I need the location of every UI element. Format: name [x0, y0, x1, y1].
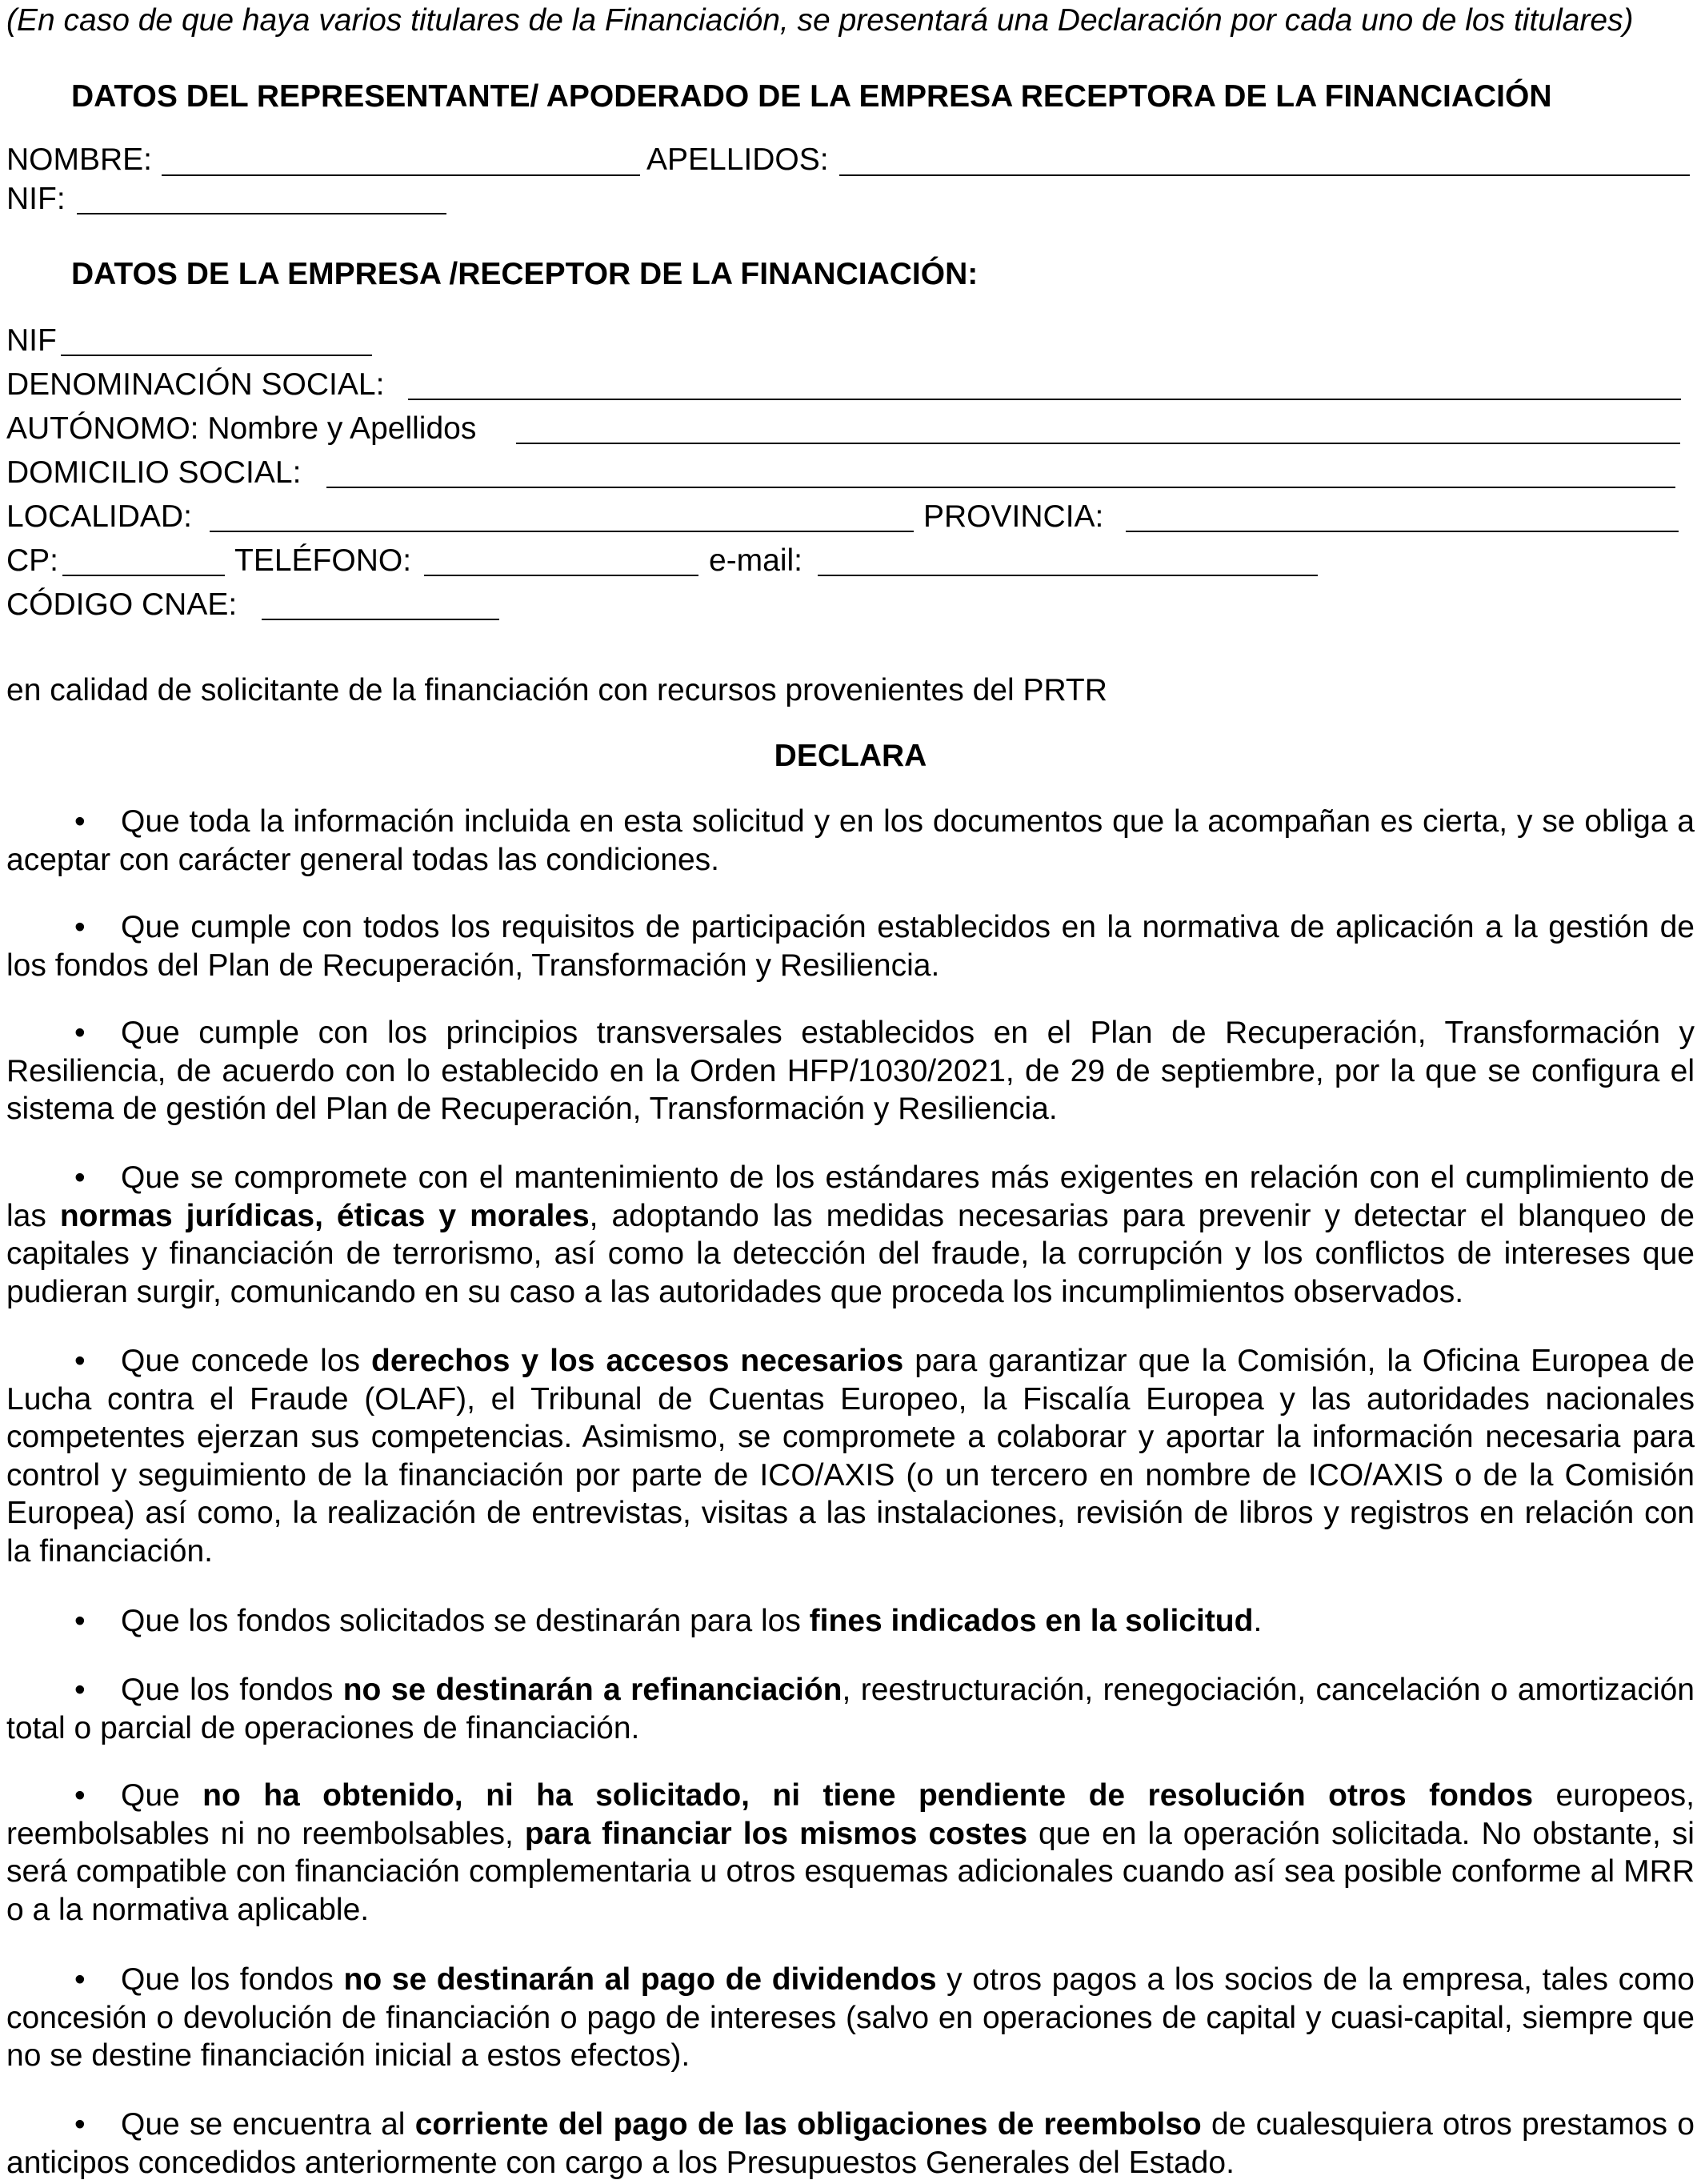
localidad-field[interactable]: [210, 531, 914, 532]
cp-field[interactable]: [62, 575, 225, 576]
representative-nif-label: NIF:: [6, 182, 66, 216]
declaration-text: Que: [121, 1778, 203, 1813]
bullet-symbol: •: [74, 1344, 86, 1378]
declaration-text: Que concede los: [121, 1344, 372, 1378]
applicant-intro: en calidad de solicitante de la financiación con recursos provenientes del PRTR: [6, 673, 1107, 707]
declaration-text: para garantizar que la Comisión, la Oficina Europea de Lucha contra el Fraude (OLAF), el Tribunal de Cuentas Europeo, la Fiscalía Europea y las autoridades nacionales competentes ejerzan sus competencias. Asimismo, se compromete a colaborar y aportar la información necesaria para control y seguimiento de la financiación por parte de ICO/AXIS (o un tercero en nombre de ICO/AXIS o de la Comisión Europea) así como, la realización de entrevistas, visitas a las instalaciones, revisión de libros y registros en relación con la financiación.: [6, 1344, 1695, 1569]
declaration-emphasis: derechos y los accesos necesarios: [371, 1344, 904, 1378]
declaration-emphasis: no se destinarán a refinanciación: [342, 1673, 842, 1707]
bullet-symbol: •: [74, 1016, 86, 1050]
declaration-item: [6, 1777, 1695, 1929]
declaration-text: europeos, reembolsables ni no reembolsables,: [6, 1778, 1695, 1851]
email-label: e-mail:: [709, 543, 803, 578]
nombre-label: NOMBRE:: [6, 142, 153, 177]
declaration-text: Que los fondos: [121, 1673, 343, 1707]
localidad-label: LOCALIDAD:: [6, 499, 192, 534]
declaration-emphasis: no ha obtenido, ni ha solicitado, ni tiene pendiente de resolución otros fondos: [202, 1778, 1534, 1813]
provincia-field[interactable]: [1126, 531, 1679, 532]
declaration-item: [6, 908, 1695, 984]
declaration-text: Que los fondos solicitados se destinarán para los: [121, 1604, 810, 1638]
declaration-text: Que cumple con todos los requisitos de participación establecidos en la normativa de aplicación a la gestión de los fondos del Plan de Recuperación, Transformación y Resiliencia.: [6, 910, 1695, 983]
denominacion-field[interactable]: [408, 399, 1681, 400]
bullet-symbol: •: [74, 1778, 86, 1813]
declaration-text: , reestructuración, renegociación, cancelación o amortización total o parcial de operaciones de financiación.: [6, 1673, 1695, 1745]
representative-section-title: DATOS DEL REPRESENTANTE/ APODERADO DE LA EMPRESA RECEPTORA DE LA FINANCIACIÓN: [71, 79, 1552, 114]
company-nif-field[interactable]: [61, 355, 372, 356]
declara-heading: DECLARA: [774, 739, 927, 773]
telefono-label: TELÉFONO:: [234, 543, 412, 578]
declaration-text: de cualesquiera otros prestamos o anticipos concedidos anteriormente con cargo a los Presupuestos Generales del Estado.: [6, 2107, 1695, 2180]
company-section-title: DATOS DE LA EMPRESA /RECEPTOR DE LA FINANCIACIÓN:: [71, 257, 979, 291]
declaration-item: [6, 1342, 1695, 1570]
representative-nif-field[interactable]: [77, 213, 446, 214]
declaration-item: [6, 803, 1695, 879]
nombre-field[interactable]: [162, 174, 640, 176]
declaration-emphasis: fines indicados en la solicitud: [809, 1604, 1254, 1638]
declaration-item: [6, 2106, 1695, 2182]
multiple-holders-note: (En caso de que haya varios titulares de la Financiación, se presentará una Declaración por cada uno de los titulares): [6, 3, 1634, 38]
bullet-symbol: •: [74, 1962, 86, 1997]
bullet-symbol: •: [74, 1673, 86, 1707]
declaration-emphasis: no se destinarán al pago de dividendos: [343, 1962, 937, 1997]
declaration-text: , adoptando las medidas necesarias para prevenir y detectar el blanqueo de capitales y financiación de terrorismo, así como la detección del fraude, la corrupción y los conflictos de intereses que pudieran surgir, comunicando en su caso a las autoridades que proceda los incumplimientos observados.: [6, 1198, 1695, 1309]
declaration-text: Que toda la información incluida en esta solicitud y en los documentos que la acompañan es cierta, y se obliga a aceptar con carácter general todas las condiciones.: [6, 804, 1695, 877]
bullet-symbol: •: [74, 1160, 86, 1195]
provincia-label: PROVINCIA:: [923, 499, 1104, 534]
bullet-symbol: •: [74, 1604, 86, 1638]
declaration-text: Que cumple con los principios transversales establecidos en el Plan de Recuperación, Transformación y Resiliencia, de acuerdo con lo establecido en la Orden HFP/1030/2021, de 29 de septiembre, por la que se configura el sistema de gestión del Plan de Recuperación, Transformación y Resiliencia.: [6, 1016, 1695, 1126]
company-nif-label: NIF: [6, 323, 57, 358]
declaration-item: [6, 1159, 1695, 1311]
cnae-label: CÓDIGO CNAE:: [6, 587, 238, 622]
declaration-emphasis: para financiar los mismos costes: [524, 1816, 1028, 1851]
declaration-text: Que se compromete con el mantenimiento de los estándares más exigentes en relación con el cumplimiento de las: [6, 1160, 1695, 1233]
declaration-item: [6, 1602, 1695, 1641]
autonomo-field[interactable]: [516, 443, 1680, 444]
declaration-emphasis: normas jurídicas, éticas y morales: [59, 1198, 590, 1233]
apellidos-field[interactable]: [839, 174, 1690, 176]
cp-label: CP:: [6, 543, 59, 578]
bullet-symbol: •: [74, 804, 86, 839]
denominacion-label: DENOMINACIÓN SOCIAL:: [6, 367, 385, 402]
email-field[interactable]: [818, 575, 1318, 576]
declaration-item: [6, 1671, 1695, 1747]
declaration-text: .: [1253, 1604, 1263, 1638]
telefono-field[interactable]: [424, 575, 698, 576]
apellidos-label: APELLIDOS:: [646, 142, 829, 177]
bullet-symbol: •: [74, 2107, 86, 2142]
autonomo-label: AUTÓNOMO: Nombre y Apellidos: [6, 411, 477, 446]
bullet-symbol: •: [74, 910, 86, 944]
declaration-item: [6, 1014, 1695, 1128]
declaration-item: [6, 1961, 1695, 2075]
declaration-emphasis: corriente del pago de las obligaciones de reembolso: [414, 2107, 1202, 2142]
declaration-text: Que se encuentra al: [121, 2107, 415, 2142]
declaration-text: que en la operación solicitada. No obstante, si será compatible con financiación complementaria u otros esquemas adicionales cuando así sea posible conforme al MRR o a la normativa aplicable.: [6, 1816, 1695, 1927]
declaration-text: y otros pagos a los socios de la empresa, tales como concesión o devolución de financiación o pago de intereses (salvo en operaciones de capital y cuasi-capital, siempre que no se destine financiación inicial a estos efectos).: [6, 1962, 1695, 2073]
domicilio-field[interactable]: [326, 487, 1675, 488]
domicilio-label: DOMICILIO SOCIAL:: [6, 455, 302, 490]
cnae-field[interactable]: [262, 619, 499, 620]
declaration-text: Que los fondos: [121, 1962, 344, 1997]
